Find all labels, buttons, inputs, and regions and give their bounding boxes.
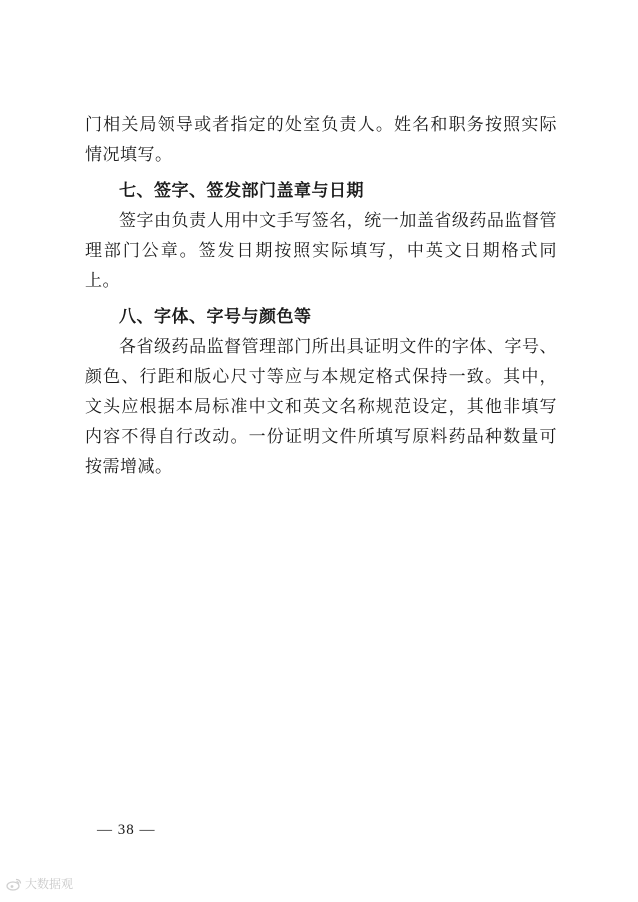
body-paragraph-1: 门相关局领导或者指定的处室负责人。姓名和职务按照实际情况填写。 — [85, 115, 557, 165]
weibo-logo-icon — [6, 877, 22, 891]
watermark-text: 大数据观 — [25, 877, 74, 891]
page-number: — 38 — — [97, 822, 156, 838]
section-heading-8: 八、字体、字号与颜色等 — [119, 307, 312, 327]
document-body — [85, 110, 557, 482]
watermark — [6, 876, 73, 892]
body-paragraph-3: 各省级药品监督管理部门所出具证明文件的字体、字号、颜色、行距和版心尺寸等应与本规定格式保持一致。其中，文头应根据本局标准中文和英文名称规范设定，其他非填写内容不得自行改动。一份证明文件所填写原料药品种数量可按需增减。 — [85, 337, 557, 477]
section-heading-7: 七、签字、签发部门盖章与日期 — [119, 181, 364, 201]
body-paragraph-2: 签字由负责人用中文手写签名，统一加盖省级药品监督管理部门公章。签发日期按照实际填写，中英文日期格式同上。 — [85, 211, 557, 291]
